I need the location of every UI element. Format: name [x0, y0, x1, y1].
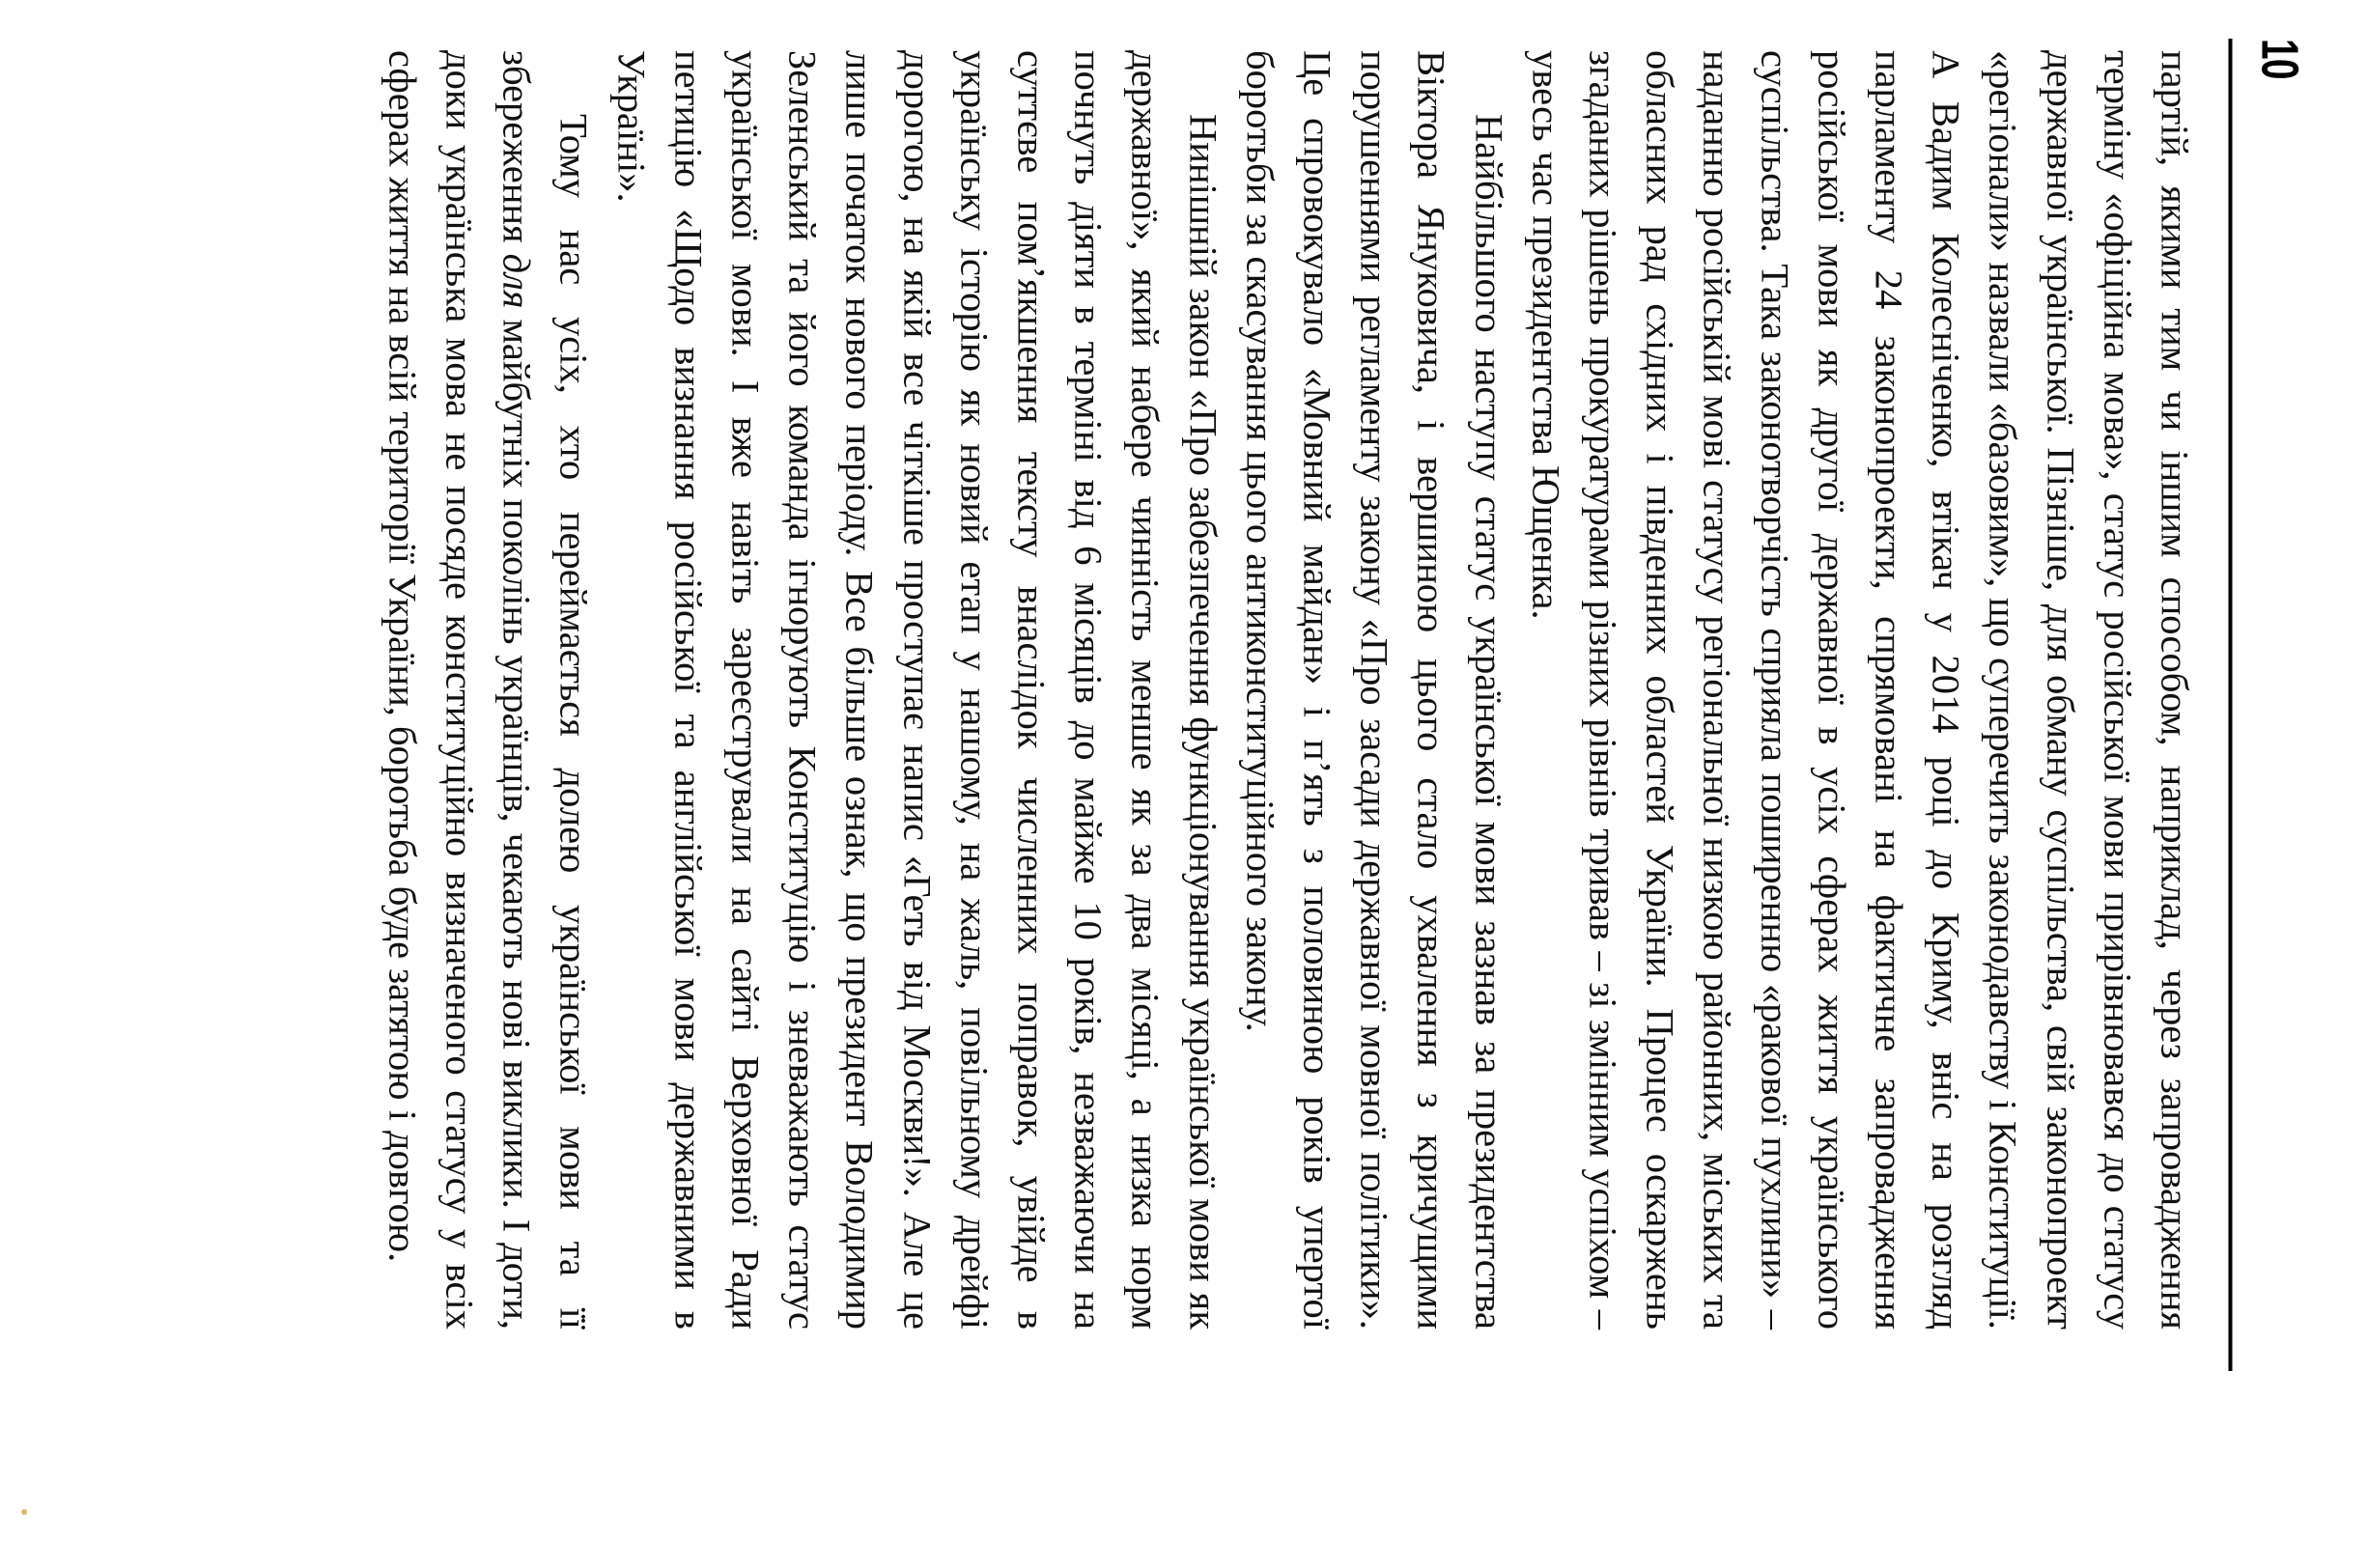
page-number: 10 [2250, 39, 2309, 79]
paragraph [374, 50, 603, 1330]
paragraph: партій, якими тим чи іншим способом, наприклад, через запровадження терміну «офіційна мова», статус російської мови прирівнювався до статусу державної української. Пізніше, для обману суспільства, свій законопроект «регіонали» назвали «базовим», що суперечить законодавству і Конституції. А Вадим Колесніченко, втікач у 2014 році до Криму, вніс на розгляд парламенту 24 законопроекти, спрямовані на фактичне запровадження російської мови як другої державної в усіх сферах життя українського суспільства. Така законотворчість сприяла поширенню «ракової пухлини» – наданню російській мові статусу регіональної низкою районних, міських та обласних рад східних і південних областей України. Процес оскаржень згаданих рішень прокуратурами різних рівнів тривав – зі змінним успіхом – увесь час президентства Ющенка. [1524, 50, 2197, 1330]
header-rule [2229, 39, 2233, 1371]
page-header [2213, 39, 2329, 1371]
italic-word: для [494, 253, 539, 309]
paragraph-text: Тому нас усіх, хто переймається долею української мови та її збереження [494, 50, 596, 1330]
scan-speck [21, 1509, 27, 1515]
paragraph: Найбільшого наступу статус української мови зазнав за президентства Віктора Януковича, і вершиною цього стало ухвалення з кричущими порушеннями регламенту закону «Про засади державної мовної політики». Це спровокувало «Мовний майдан» і п’ять з половиною років упертої боротьби за скасування цього антиконституційного закону. [1238, 50, 1511, 1330]
paragraph-text: майбутніх поколінь українців, чекають нові виклики. І доти, доки українська мова не посяде конституційно визначеного статусу у всіх сферах життя на всій території України, боротьба буде затятою і довгою. [380, 50, 539, 1330]
body-text [374, 50, 2204, 1330]
rotated-book-page [1, 0, 2367, 1568]
paragraph: Нинішній закон «Про забезпечення функціонування української мови як державної», який набере чинність менше як за два місяці, а низка норм почнуть діяти в терміні від 6 місяців до майже 10 років, незважаючи на суттєве пом’якшення тексту внаслідок численних поправок, увійде в українську історію як новий етап у нашому, на жаль, повільному дрейфі дорогою, на якій все чіткіше проступає напис «Геть від Москви!». Але це лише початок нового періоду. Все більше ознак, що президент Володимир Зеленський та його команда ігнорують Конституцію і зневажають статус української мови. І вже навіть зареєстрували на сайті Верховної Ради петицію «Щодо визнання російської та англійської мови державними в Україні». [609, 50, 1226, 1330]
